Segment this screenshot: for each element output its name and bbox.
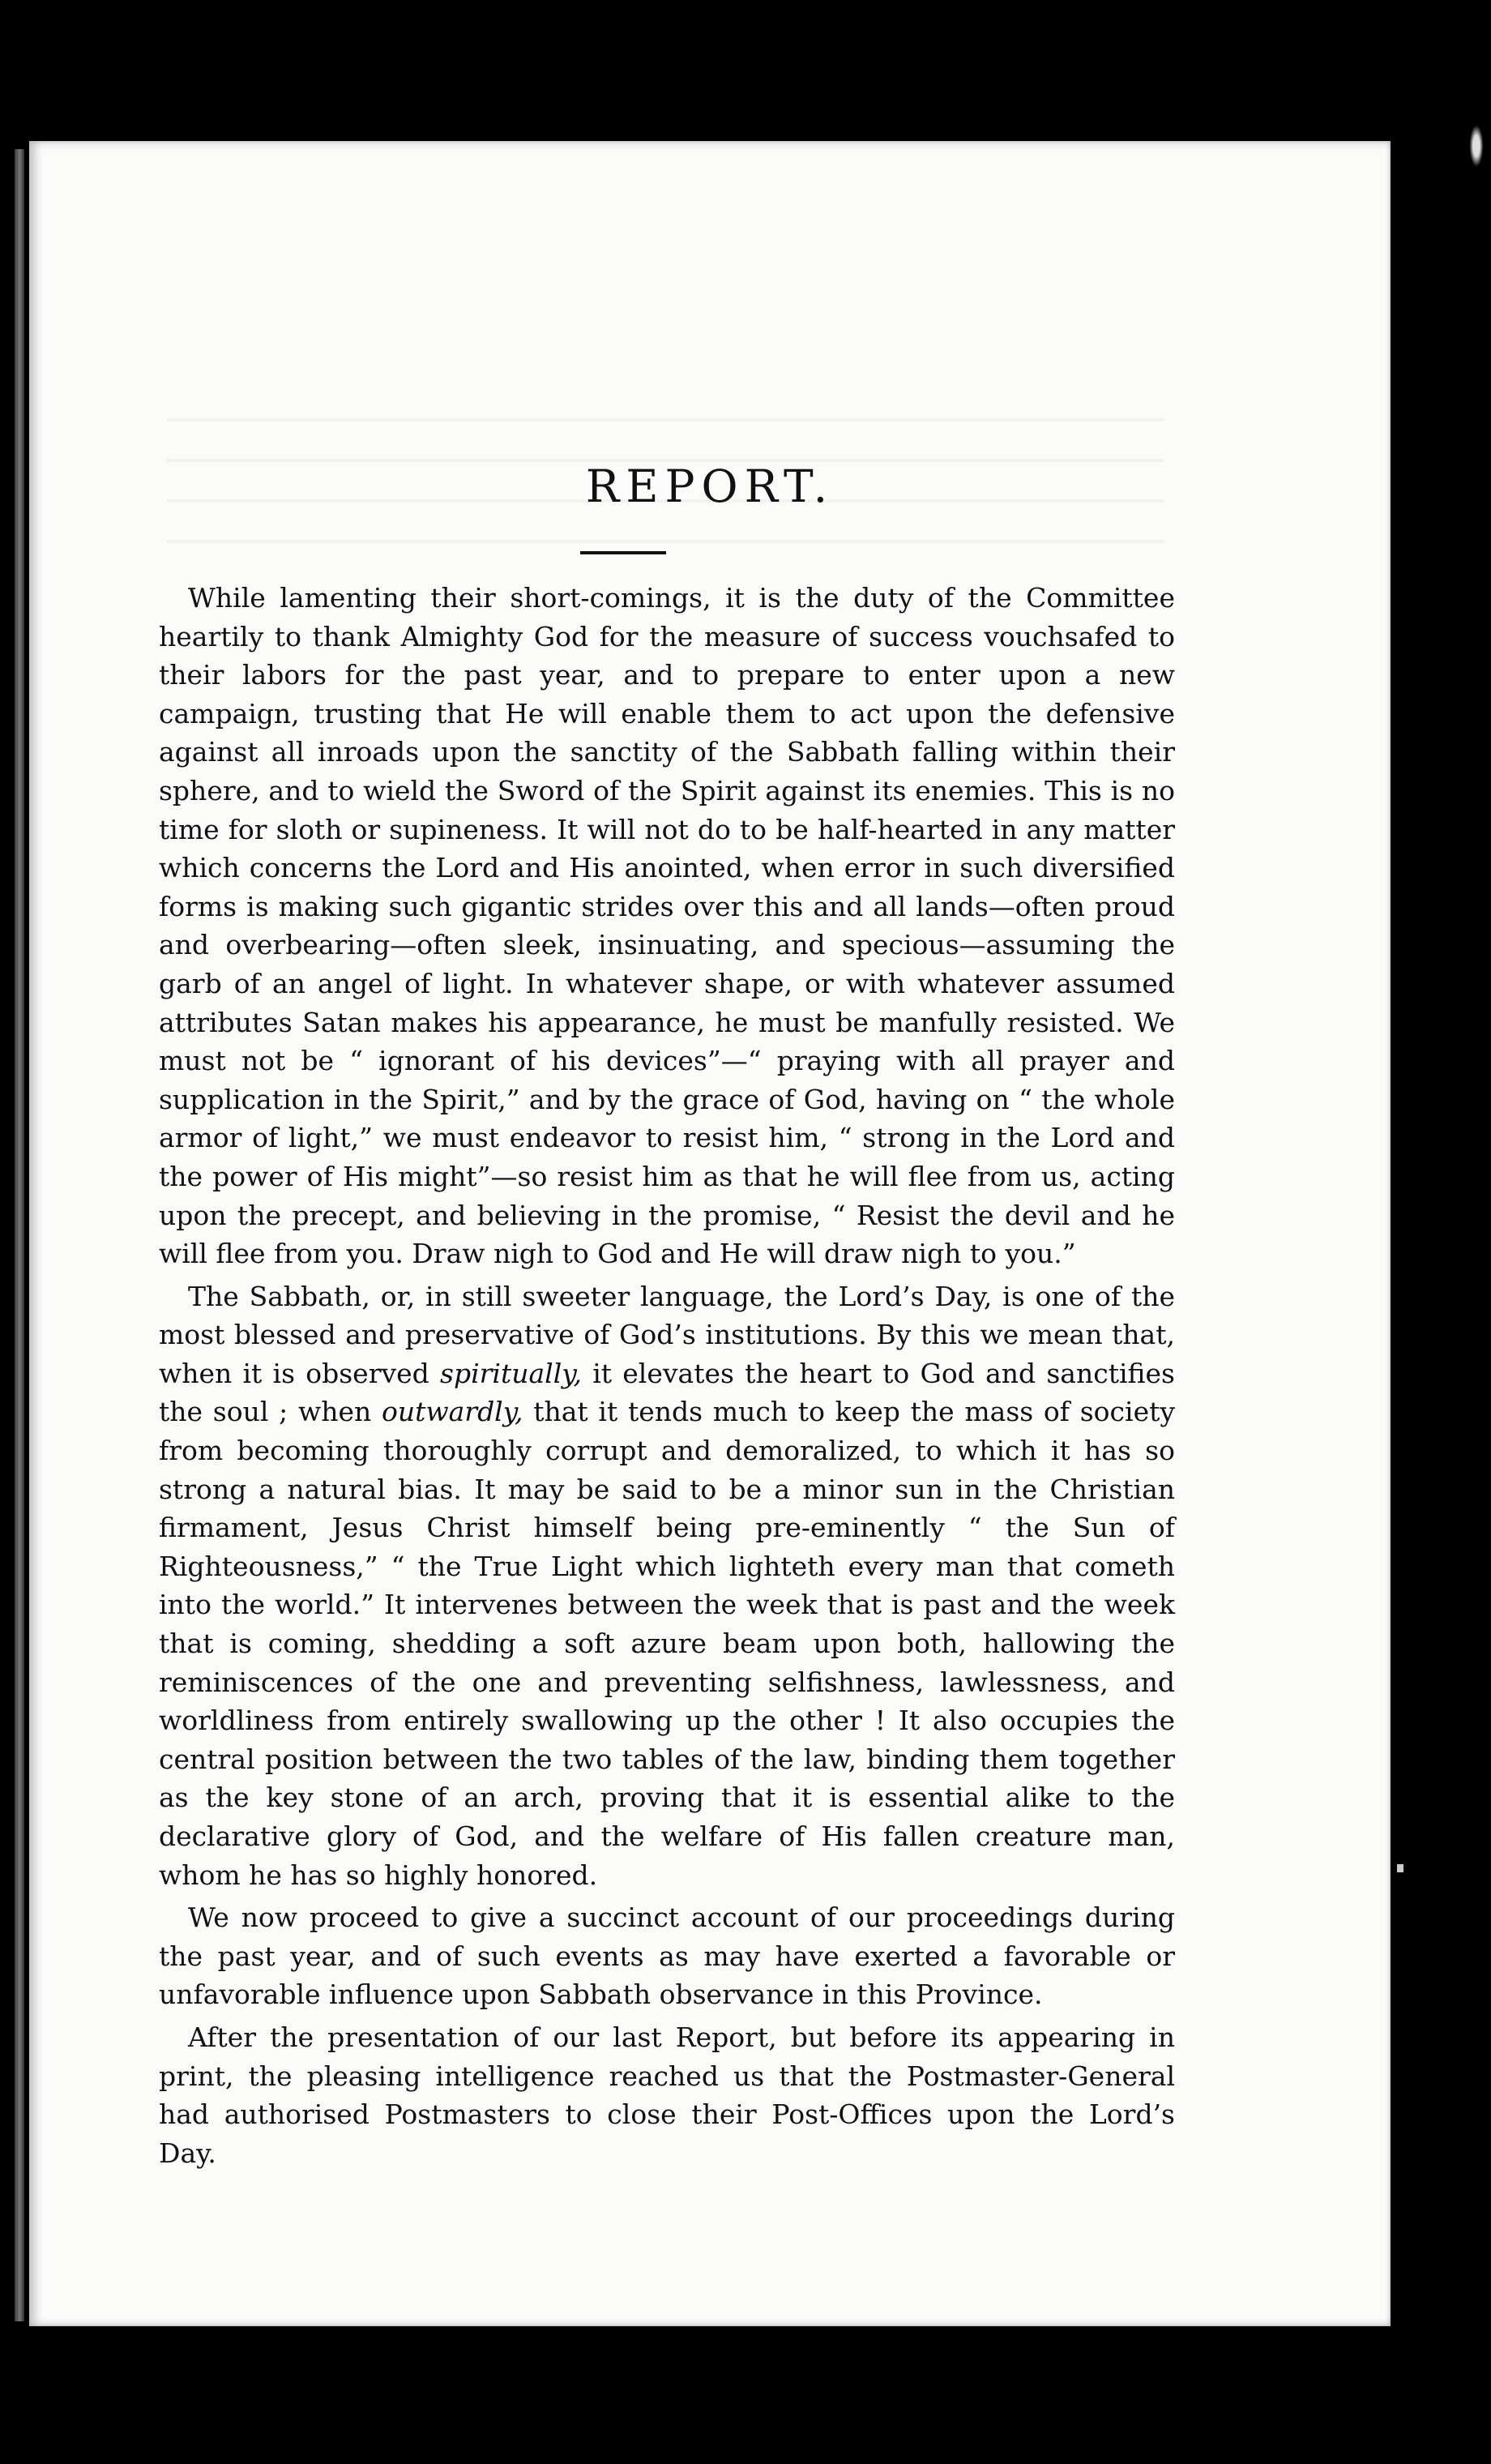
italic-emphasis: outwardly, (381, 1396, 523, 1428)
book-page (29, 141, 1391, 2326)
paragraph-text: While lamenting their short-comings, it is the duty of the Committee heartily to thank Almighty God for the measure of success vouchsafed to their labors for the past year, and to prepare to enter upon a new campaign, trusting that He will enable them to act upon the defensive against all inroads upon the sanctity of the Sabbath falling within their sphere, and to wield the Sword of the Spirit against its enemies. This is no time for sloth or supineness. It will not do to be half-hearted in any matter which concerns the Lord and His anointed, when error in such diversified forms is making such gigantic strides over this and all lands—often proud and overbearing—often sleek, insinuating, and specious—assuming the garb of an angel of light. In whatever shape, or with whatever assumed attributes Satan makes his appearance, he must be manfully resisted. We must not be “ ignorant of his devices”—“ praying with all prayer and supplication in the Spirit,” and by the grace of God, having on “ the whole armor of light,” we must endeavor to resist him, “ strong in the Lord and the power of His might”—so resist him as that he will flee from us, acting upon the precept, and believing in the promise, “ Resist the devil and he will flee from you. Draw nigh to God and He will draw nigh to you.” (159, 582, 1175, 1270)
paragraph-text: After the presentation of our last Report, but before its appearing in print, the pleasing intelligence reached us that the Postmaster-General had authorised Postmasters to close their Post-Offices upon the Lord’s Day. (159, 2021, 1175, 2169)
paragraph (159, 2018, 1175, 2172)
paragraph (159, 1898, 1175, 2014)
italic-emphasis: spiritually, (440, 1357, 583, 1389)
paragraph-text: The Sabbath, or, in still sweeter language, the Lord’s Day, is one of the most blessed and preservative of God’s institutions. By this we mean that, when it is observed (159, 1280, 1175, 1389)
scan-artifact (1468, 122, 1485, 170)
paragraph-text: We now proceed to give a succinct account of our proceedings during the past year, and of such events as may have exerted a favorable or unfavorable influence upon Sabbath observance in this Province. (159, 1901, 1175, 2011)
paragraph-text: that it tends much to keep the mass of society from becoming thoroughly corrupt and demoralized, to which it has so strong a natural bias. It may be said to be a minor sun in the Christian firmament, Jesus Christ himself being pre-eminently “ the Sun of Righteousness,” “ the True Light which lighteth every man that cometh into the world.” It intervenes between the week that is past and the week that is coming, shedding a soft azure beam upon both, hallowing the reminiscences of the one and preventing selfishness, lawlessness, and worldliness from entirely swallowing up the other ! It also occupies the central position between the two tables of the law, binding them together as the key stone of an arch, proving that it is essential alike to the declarative glory of God, and the welfare of His fallen creature man, whom he has so highly honored. (159, 1396, 1176, 1891)
paragraph (159, 579, 1175, 1273)
book-binding-edge (15, 149, 24, 2321)
title-divider (580, 551, 666, 554)
scan-artifact (1397, 1864, 1403, 1872)
paragraph-text: it elevates the heart to God and sanctifies the soul ; when (159, 1357, 1175, 1428)
page-title: REPORT. (585, 460, 835, 512)
paragraph (159, 1277, 1175, 1895)
report-body (159, 579, 1175, 2176)
